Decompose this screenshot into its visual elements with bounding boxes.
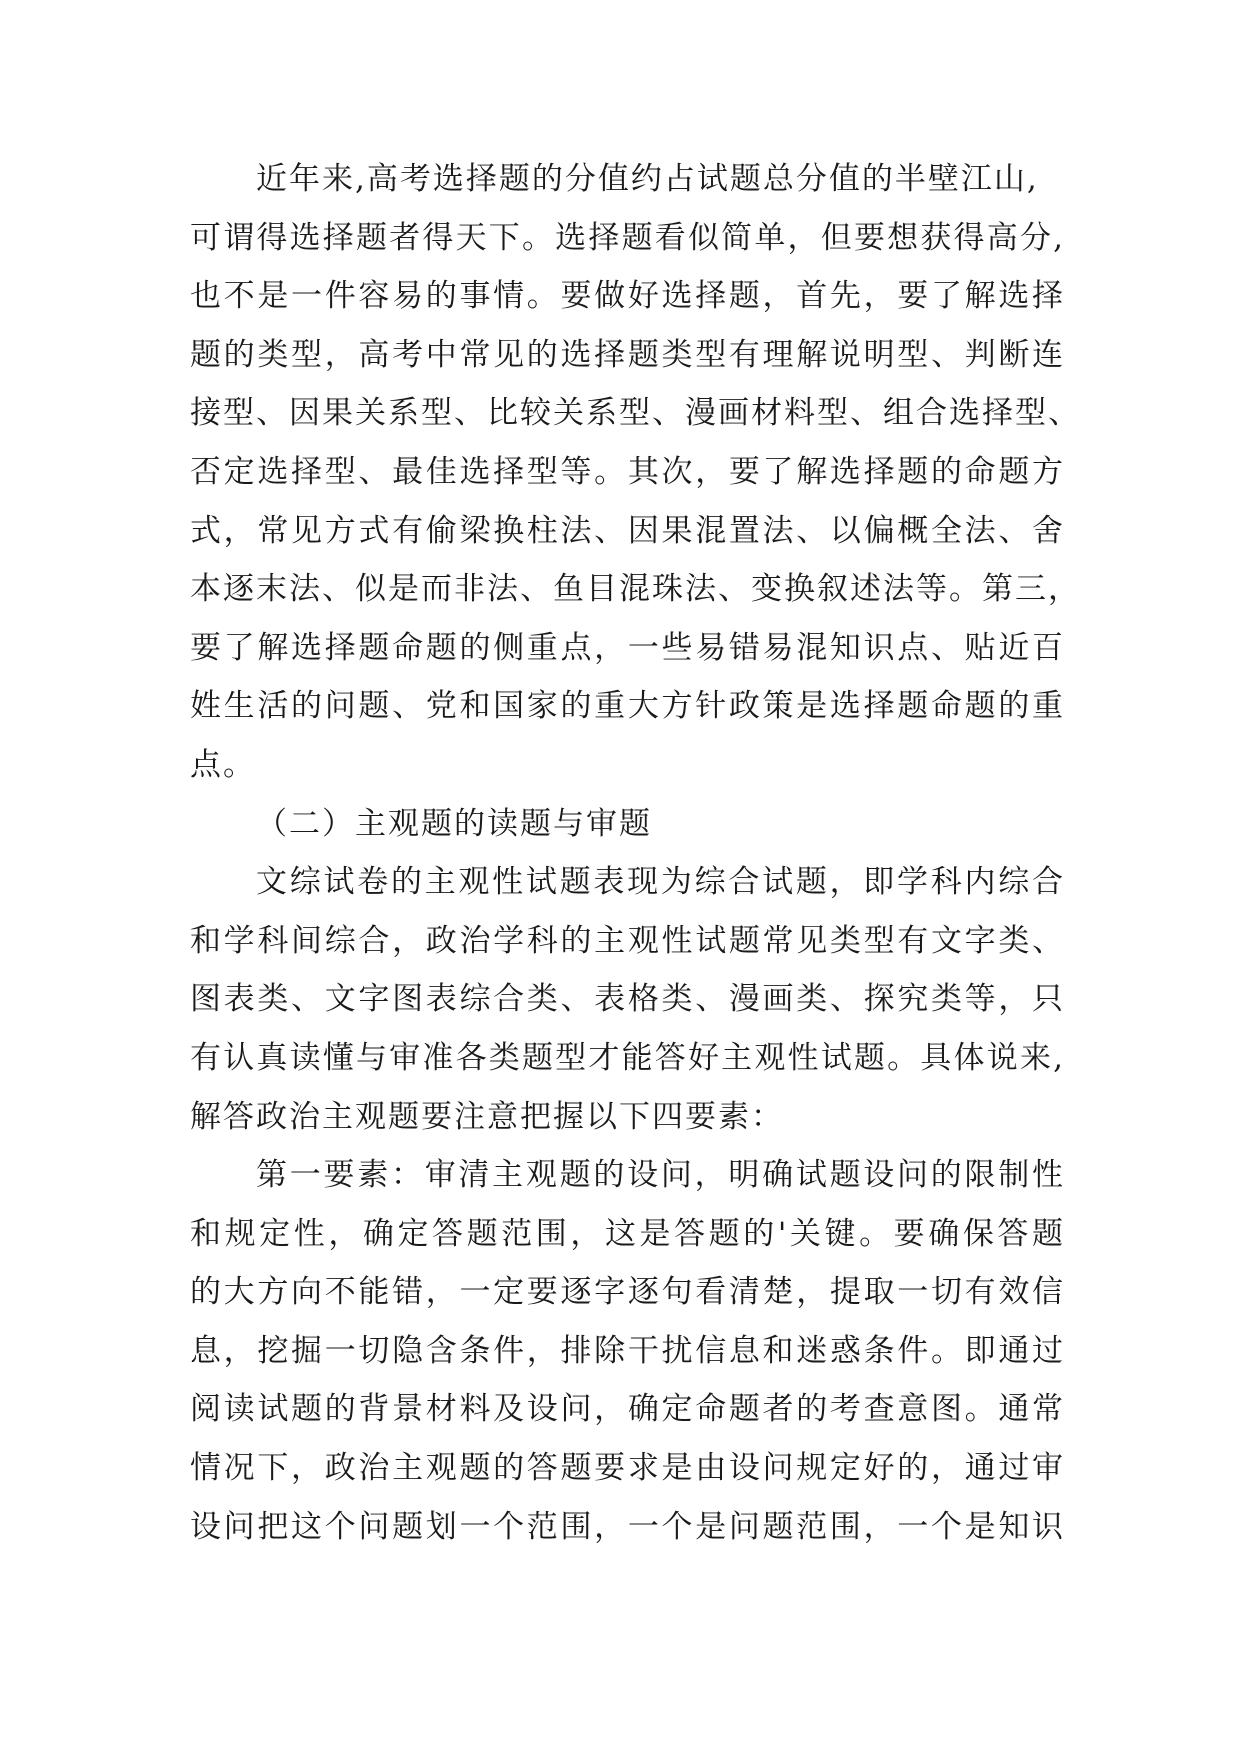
text-line: 可谓得选择题者得天下。选择题看似简单，但要想获得高分, [190,219,1065,256]
text-line: 第一要素：审清主观题的设问，明确试题设问的限制性 [256,1157,1065,1194]
text-line: 息，挖掘一切隐含条件，排除干扰信息和迷惑条件。即通过 [190,1332,1065,1369]
text-line: 式，常见方式有偷梁换柱法、因果混置法、以偏概全法、舍 [190,512,1065,549]
paragraph-subjective [190,853,1065,1146]
text-line: 解答政治主观题要注意把握以下四要素： [190,1098,784,1135]
text-line: 也不是一件容易的事情。要做好选择题，首先，要了解选择 [190,278,1065,315]
text-line: 情况下，政治主观题的答题要求是由设问规定好的，通过审 [190,1450,1065,1487]
section-heading [190,795,1065,854]
paragraph-element-1 [190,1146,1065,1556]
document-body [190,150,1081,1556]
text-line: 本逐末法、似是而非法、鱼目混珠法、变换叙述法等。第三， [190,571,1081,608]
text-line: 图表类、文字图表综合类、表格类、漫画类、探究类等，只 [190,981,1065,1018]
text-line: 和学科间综合，政治学科的主观性试题常见类型有文字类、 [190,922,1065,959]
text-line: 有认真读懂与审准各类题型才能答好主观性试题。具体说来, [190,1039,1065,1076]
text-line: 的大方向不能错，一定要逐字逐句看清楚，提取一切有效信 [190,1274,1065,1311]
text-line: 否定选择型、最佳选择型等。其次，要了解选择题的命题方 [190,453,1065,490]
text-line: 接型、因果关系型、比较关系型、漫画材料型、组合选择型、 [190,395,1081,432]
paragraph-intro [190,150,1081,795]
text-line: 设问把这个问题划一个范围，一个是问题范围，一个是知识 [190,1508,1065,1545]
text-line: 文综试卷的主观性试题表现为综合试题，即学科内综合 [256,864,1065,901]
text-line: 近年来,高考选择题的分值约占试题总分值的半壁江山, [256,161,1039,197]
text-line: 要了解选择题命题的侧重点，一些易错易混知识点、贴近百 [190,629,1065,666]
text-line: 题的类型，高考中常见的选择题类型有理解说明型、判断连 [190,336,1065,373]
text-line: 点。 [190,746,256,783]
text-line: 姓生活的问题、党和国家的重大方针政策是选择题命题的重 [190,688,1065,725]
text-line: 和规定性，确定答题范围，这是答题的'关键。要确保答题 [190,1215,1065,1252]
text-line: 阅读试题的背景材料及设问，确定命题者的考查意图。通常 [190,1391,1065,1428]
heading-line: （二）主观题的读题与审题 [256,805,652,842]
